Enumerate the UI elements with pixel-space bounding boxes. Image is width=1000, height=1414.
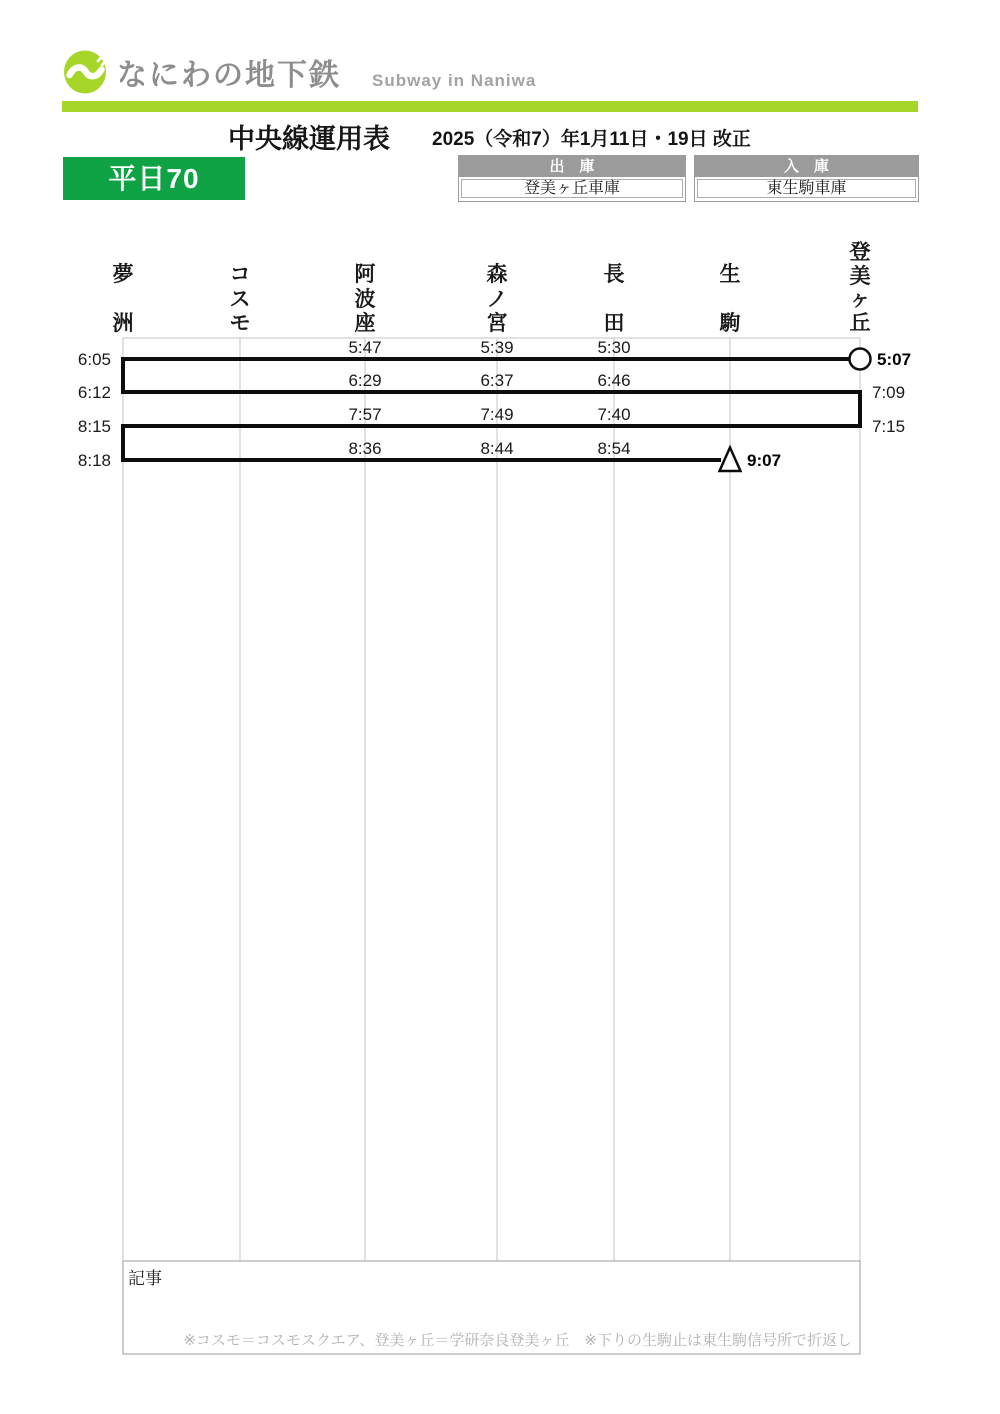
notes-footnote: ※コスモ＝コスモスクエア、登美ヶ丘＝学研奈良登美ヶ丘 ※下りの生駒止は東生駒信号所で折返し bbox=[183, 1332, 852, 1349]
arrival-time-label: 7:09 bbox=[872, 383, 906, 402]
depot-in-box bbox=[694, 155, 919, 202]
station-label-char: 波 bbox=[354, 287, 376, 311]
station-label-3 bbox=[481, 264, 513, 334]
station-label-char: 阿 bbox=[354, 263, 376, 286]
page-title: 中央線運用表 bbox=[228, 124, 390, 154]
revision-date: 2025（令和7）年1月11日・19日 改正 bbox=[432, 129, 751, 150]
departure-time-label: 8:18 bbox=[77, 451, 111, 470]
depot-in-header: 入 庫 bbox=[695, 156, 918, 177]
passing-time-label: 8:44 bbox=[480, 439, 514, 458]
station-label-char: 宮 bbox=[486, 312, 508, 335]
passing-time-label: 8:54 bbox=[597, 439, 631, 458]
station-label-char: 駒 bbox=[719, 312, 741, 335]
station-label-char: ノ bbox=[486, 287, 508, 311]
arrival-time-label: 6:05 bbox=[77, 350, 111, 369]
station-label-char: 洲 bbox=[112, 312, 134, 335]
depot-out-header: 出 庫 bbox=[459, 156, 685, 177]
notes-label: 記事 bbox=[128, 1269, 162, 1288]
station-label-4 bbox=[598, 264, 630, 334]
station-label-5 bbox=[714, 264, 746, 334]
passing-time-label: 7:49 bbox=[480, 405, 514, 424]
brand-subtitle: Subway in Naniwa bbox=[372, 71, 537, 90]
station-label-char: 夢 bbox=[112, 263, 134, 286]
depot-out-value: 登美ヶ丘車庫 bbox=[461, 179, 683, 198]
station-label-0 bbox=[107, 264, 139, 334]
passing-time-label: 6:29 bbox=[348, 371, 382, 390]
duty-badge: 平日70 bbox=[63, 157, 245, 200]
station-label-char: 美 bbox=[849, 264, 871, 288]
station-label-char: モ bbox=[229, 312, 251, 335]
depot-out-circle-icon bbox=[850, 349, 871, 370]
brand-underline-bar bbox=[62, 101, 918, 112]
terminus-triangle-icon bbox=[720, 448, 741, 472]
station-label-char: 長 bbox=[603, 263, 625, 286]
departure-time-label: 6:12 bbox=[77, 383, 111, 402]
passing-time-label: 5:30 bbox=[597, 338, 631, 357]
departure-time-label: 7:15 bbox=[872, 417, 906, 436]
passing-time-label: 8:36 bbox=[348, 439, 382, 458]
station-label-char: 田 bbox=[603, 312, 625, 335]
station-label-2 bbox=[349, 264, 381, 334]
passing-time-label: 5:47 bbox=[348, 338, 382, 357]
station-label-char: 森 bbox=[486, 263, 508, 286]
passing-time-label: 7:40 bbox=[597, 405, 631, 424]
depot-out-box bbox=[458, 155, 686, 202]
station-label-char: ヶ bbox=[849, 288, 871, 312]
arrival-time-label: 9:07 bbox=[747, 451, 782, 470]
passing-time-label: 6:37 bbox=[480, 371, 514, 390]
passing-time-label: 7:57 bbox=[348, 405, 382, 424]
arrival-time-label: 8:15 bbox=[77, 417, 111, 436]
brand-name: なにわの地下鉄 bbox=[117, 59, 341, 92]
departure-time-label: 5:07 bbox=[877, 350, 912, 369]
station-label-char: コ bbox=[229, 263, 251, 286]
station-label-char: 座 bbox=[354, 312, 376, 335]
brand-logo-icon bbox=[63, 47, 109, 95]
station-label-char: 丘 bbox=[849, 311, 871, 335]
station-label-char: ス bbox=[229, 287, 251, 311]
passing-time-label: 5:39 bbox=[480, 338, 514, 357]
station-label-6 bbox=[844, 242, 876, 334]
station-label-char: 生 bbox=[719, 263, 741, 286]
passing-time-label: 6:46 bbox=[597, 371, 631, 390]
station-label-char: 登 bbox=[849, 241, 871, 264]
station-label-1 bbox=[224, 264, 256, 334]
depot-in-value: 東生駒車庫 bbox=[697, 179, 916, 198]
